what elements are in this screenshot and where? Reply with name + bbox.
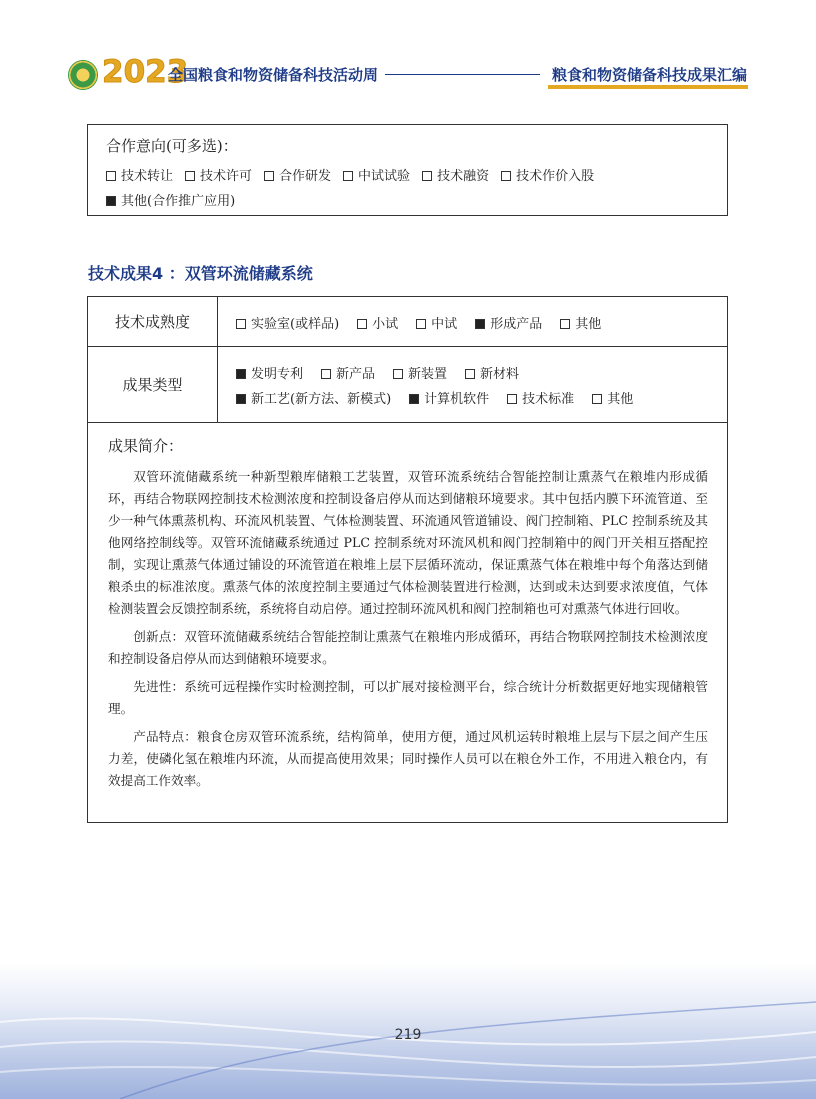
checkbox-option[interactable]: 中试 (416, 313, 457, 332)
advancement-paragraph: 先进性：系统可远程操作实时检测控制，可以扩展对接检测平台，综合统计分析数据更好地实现储粮管理。 (108, 679, 708, 716)
checkbox-icon (465, 369, 475, 379)
section-title: 技术成果4 ：双管环流储藏系统 (88, 264, 313, 283)
header-year: 2023 (102, 54, 189, 90)
result-type-label: 成果类型 (88, 346, 218, 422)
checkbox-checked-icon (236, 394, 246, 404)
checkbox-option[interactable]: 其他 (560, 313, 601, 332)
checkbox-option[interactable]: 技术许可 (185, 165, 252, 184)
features-paragraph: 产品特点：粮食仓房双管环流系统，结构简单，使用方便，通过风机运转时粮堆上层与下层之间产生压力差，使磷化氢在粮堆内环流，从而提高使用效果；同时操作人员可以在粮仓外工作，不用进入粮仓内，有效提高工作效率。 (108, 729, 708, 788)
checkbox-option[interactable]: 新工艺(新方法、新模式) (236, 388, 391, 407)
result-type-row (88, 346, 727, 423)
checkbox-icon (236, 319, 246, 329)
result-type-options-row2 (236, 388, 651, 407)
checkbox-icon (357, 319, 367, 329)
checkbox-option[interactable]: 新装置 (393, 363, 447, 382)
checkbox-icon (393, 369, 403, 379)
checkbox-icon (185, 171, 195, 181)
result-type-options-row1 (236, 363, 537, 382)
header-divider (385, 74, 540, 75)
checkbox-checked-icon (475, 319, 485, 329)
intro-section (108, 435, 708, 798)
checkbox-option[interactable]: 技术转让 (106, 165, 173, 184)
intro-title: 成果简介： (108, 437, 184, 455)
header-left-title: 全国粮食和物资储备科技活动周 (168, 66, 379, 84)
checkbox-option[interactable]: 实验室(或样品) (236, 313, 339, 332)
checkbox-icon (264, 171, 274, 181)
cooperation-title: 合作意向(可多选)： (106, 137, 238, 155)
checkbox-option[interactable]: 新材料 (465, 363, 519, 382)
checkbox-icon (560, 319, 570, 329)
maturity-options (236, 313, 619, 332)
cooperation-options-row (106, 165, 606, 184)
checkbox-icon (343, 171, 353, 181)
checkbox-option[interactable]: 技术融资 (422, 165, 489, 184)
checkbox-icon (592, 394, 602, 404)
checkbox-option-other[interactable]: 其他(合作推广应用) (106, 190, 235, 209)
header-right-title: 粮食和物资储备科技成果汇编 (552, 66, 748, 84)
event-logo-icon (68, 60, 98, 90)
cooperation-box (87, 124, 728, 216)
checkbox-option[interactable]: 小试 (357, 313, 398, 332)
checkbox-option[interactable]: 新产品 (321, 363, 375, 382)
checkbox-checked-icon (409, 394, 419, 404)
checkbox-checked-icon (236, 369, 246, 379)
checkbox-option[interactable]: 发明专利 (236, 363, 303, 382)
checkbox-icon (321, 369, 331, 379)
checkbox-option[interactable]: 中试试验 (343, 165, 410, 184)
checkbox-option[interactable]: 其他 (592, 388, 633, 407)
maturity-row (88, 297, 727, 347)
checkbox-option[interactable]: 合作研发 (264, 165, 331, 184)
page-number: 219 (394, 1027, 422, 1043)
intro-paragraph: 双管环流储藏系统一种新型粮库储粮工艺装置，双管环流系统结合智能控制让熏蒸气在粮堆内形成循环，再结合物联网控制技术检测浓度和控制设备启停从而达到储粮环境要求。其中包括内膜下环流管道、至少一种气体熏蒸机构、环流风机装置、气体检测装置、环流通风管道铺设、阀门控制箱、PLC 控制系统及其他网络控制线等。双管环流储藏系统通过 PLC 控制系统对环流风机和阀门控制箱中的阀门开关相互搭配控制，实现让熏蒸气体通过铺设的环流管道在粮堆上层下层循环流动，保证熏蒸气体在粮堆中每个角落达到储粮杀虫的标准浓度。熏蒸气体的浓度控制主要通过气体检测装置进行检测，达到或未达到要求浓度值，气体检测装置会反馈控制系统，系统将自动启停。通过控制环流风机和阀门控制箱也可对熏蒸气体进行回收。 (108, 469, 708, 616)
header-accent-bar (548, 85, 748, 89)
maturity-label: 技术成熟度 (88, 297, 218, 346)
checkbox-icon (106, 171, 116, 181)
checkbox-icon (501, 171, 511, 181)
innovation-paragraph: 创新点：双管环流储藏系统结合智能控制让熏蒸气在粮堆内形成循环，再结合物联网控制技术检测浓度和控制设备启停从而达到储粮环境要求。 (108, 629, 708, 666)
page-header (68, 54, 748, 92)
checkbox-option[interactable]: 技术标准 (507, 388, 574, 407)
checkbox-icon (422, 171, 432, 181)
checkbox-icon (507, 394, 517, 404)
checkbox-option[interactable]: 技术作价入股 (501, 165, 594, 184)
checkbox-option[interactable]: 计算机软件 (409, 388, 489, 407)
achievement-table (87, 296, 728, 823)
checkbox-icon (416, 319, 426, 329)
checkbox-option[interactable]: 形成产品 (475, 313, 542, 332)
cooperation-other-row (106, 190, 247, 209)
checkbox-checked-icon (106, 196, 116, 206)
